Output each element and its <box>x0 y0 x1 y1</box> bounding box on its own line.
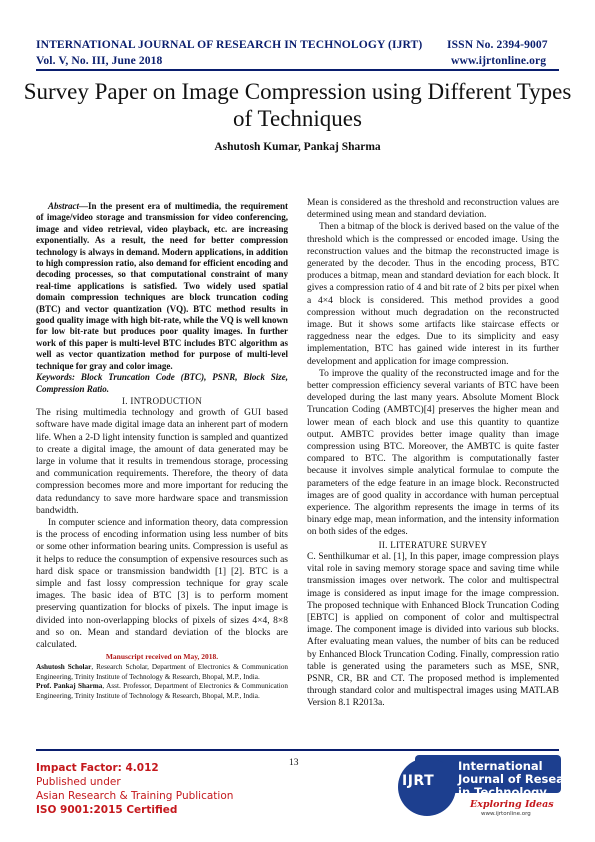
iso-certification: ISO 9001:2015 Certified <box>36 804 178 816</box>
logo-tagline: Exploring Ideas <box>470 799 554 810</box>
journal-website: www.ijrtonline.org <box>451 54 547 67</box>
volume-info: Vol. V, No. III, June 2018 <box>36 54 163 67</box>
footer-rule <box>36 749 559 751</box>
affiliation-2 <box>36 682 288 701</box>
abstract <box>36 201 288 372</box>
literature-paragraph-1: C. Senthilkumar et al. [1], In this paper, image compression plays vital role in saving memory storage space and saving time while transmission images over network. The color and multispectral image is considered as input image for the image compression. The proposed technique with Enhanced Block Truncation Coding [EBTC] is applied on component of color and multispectral image. The component image is divided into various sub blocks. After evaluating mean values, the number of bits can be reduced by Enhanced Block Truncation Coding. Finally, compression ratio table is generated using the parameters such as MSE, SNR, PSNR, CR, BR and CT. The proposed method is implemented through standard color and multispectral images using MATLAB Version 8.1 R2013a. <box>307 551 559 709</box>
keywords-text: Block Truncation Code (BTC), PSNR, Block Size, Compression Ratio. <box>36 372 288 394</box>
impact-factor: Impact Factor: 4.012 <box>36 762 159 774</box>
affiliation-1-name: Ashutosh Scholar <box>36 663 92 672</box>
paper-title: Survey Paper on Image Compression using Different Types of Techniques <box>23 79 572 131</box>
abstract-label: Abstract <box>48 201 80 211</box>
right-column <box>307 197 559 710</box>
issn-number: ISSN No. 2394-9007 <box>447 38 548 51</box>
section-heading-introduction: I. INTRODUCTION <box>122 395 202 406</box>
right-paragraph-2: Then a bitmap of the block is derived based on the value of the threshold which is the compressed or encoded image. Using the reconstruction values and the bitmap the reconstructed image is generated by the decoder. Thus in the encoding process, BTC produces a bitmap, mean and standard deviation for each block. It gives a compression ratio of 4 and bit rate of 2 bits per pixel when a 4×4 block is considered. This method provides a good compression without much degradation on the reconstructed image. But it shows some artifacts like staircase effects or raggedness near the edges. Due to its simplicity and easy implementation, BTC has gained wide interest in its further development and application for image compression. <box>307 222 559 367</box>
affiliation-1-text: , Research Scholar, Department of Electronics & Communication Engineering, Trinity Institute of Technology & Research, Bhopal, M.P., India. <box>36 663 289 681</box>
page-number: 13 <box>289 758 299 768</box>
section-heading-literature-survey: II. LITERATURE SURVEY <box>378 539 488 550</box>
affiliation-1 <box>36 663 288 682</box>
header-rule <box>36 69 559 71</box>
keywords-label: Keywords: <box>36 372 75 383</box>
logo-journal-name: International Journal of Research in Technology <box>458 759 585 799</box>
left-column <box>36 201 288 701</box>
paper-authors: Ashutosh Kumar, Pankaj Sharma <box>214 141 381 153</box>
keywords <box>36 372 288 395</box>
abstract-text: —In the present era of multimedia, the requirement of image/video storage and transmission for video conferencing, image and video retrieval, video playback, etc. are increasing exponentially. As a result, the need for better compression technology is always in demand. Modern applications, in addition to high compression ratio, also demand for efficient encoding and decoding processes, so that computational constraint of many real-time applications is satisfied. Two widely used spatial domain compression techniques are block truncation coding (BTC) and vector quantization (VQ). BTC method results in good quality image with high bit-rate, while the VQ is well known for low bit-rate but produces poor quality images. In further work of this paper is multi-level BTC includes BTC algorithm as well as vector quantization method for purpose of multi-level technique for gray and color image. <box>36 201 288 371</box>
intro-paragraph-1: The rising multimedia technology and growth of GUI based software have made digital image data an inherent part of modern life. When a 2-D light intensity function is sampled and quantized to create a digital image, the amount of data generated may be large in volume that it results in tremendous storage, processing and communication requirements. Therefore, the theory of data compression becomes more and more important for reducing the data redundancy to save more hardware space and transmission bandwidth. <box>36 408 288 516</box>
right-paragraph-1: Mean is considered as the threshold and reconstruction values are determined using mean and standard deviation. <box>307 198 559 221</box>
intro-paragraph-2: In computer science and information theory, data compression is the process of encoding information using less number of bits or some other information bearing units. Compression is useful as it helps to reduce the consumption of expensive resources such as hard disk space or transmission bandwidth [1] [2]. BTC is a simple and fast lossy compression technique for gray scale images. The basic idea of BTC [3] is to perform moment preserving quantization for blocks of pixels. The input image is divided into non-overlapping blocks of pixels of sizes 4×4, 8×8 and so on. Mean and standard deviation of the blocks are calculated. <box>36 517 288 650</box>
published-under: Published under <box>36 776 121 788</box>
manuscript-received: Manuscript received on May, 2018. <box>105 652 219 662</box>
publisher-name: Asian Research & Training Publication <box>36 790 234 802</box>
affiliation-2-text: , Asst. Professor, Department of Electronics & Communication Engineering, Trinity Institute of Technology & Research, Bhopal, M.P., India. <box>36 682 288 700</box>
affiliation-2-name: Prof. Pankaj Sharma <box>36 682 103 691</box>
logo-abbreviation: IJRT <box>402 773 435 789</box>
right-paragraph-3: To improve the quality of the reconstructed image and for the better compression efficiency several variants of BTC have been developed during the last many years. Absolute Moment Block Truncation Coding (AMBTC)[4] preserves the higher mean and lower mean of each block and use this quantity to quantize output. AMBTC provides better image quality than image compression using BTC. Moreover, the AMBTC is quite faster compared to BTC. The algorithm is computationally faster because it involves simple analytical formulae to compute the parameters of the edge feature in an image block. Reconstructed images are of good quality in accordance with human perceptual experience. The algorithm represents the image in terms of its binary edge map, mean information, and the intensity information on both sides of the edges. <box>307 368 559 538</box>
logo-url: www.ijrtonline.org <box>481 811 531 817</box>
journal-name: INTERNATIONAL JOURNAL OF RESEARCH IN TECHNOLOGY (IJRT) <box>36 38 423 51</box>
